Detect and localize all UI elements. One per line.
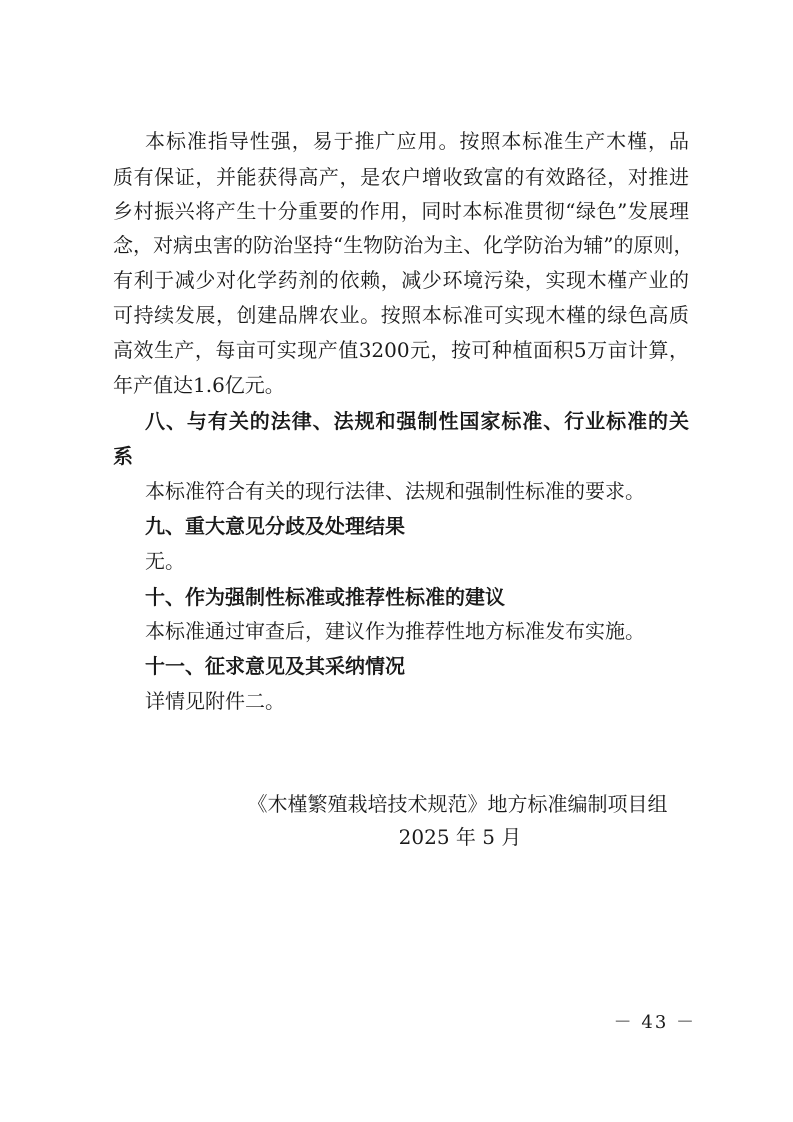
section-9-heading: 九、重大意见分歧及处理结果 (145, 514, 405, 538)
paragraph-1-line-1: 本标准指导性强，易于推广应用。按照本标准生产木槿，品 (145, 129, 689, 153)
signature-date: 2025 年 5 月 (398, 825, 522, 849)
paragraph-1-line-4: 念，对病虫害的防治坚持“生物防治为主、化学防治为辅”的原则， (113, 233, 694, 257)
paragraph-1-line-7: 高效生产，每亩可实现产值3200元，按可种植面积5万亩计算， (113, 338, 689, 362)
paragraph-1-line-2: 质有保证，并能获得高产，是农户增收致富的有效路径，对推进 (113, 165, 689, 189)
paragraph-1-line-8: 年产值达1.6亿元。 (113, 373, 285, 397)
page-number: － 43 － (613, 1012, 696, 1033)
section-8-text: 本标准符合有关的现行法律、法规和强制性标准的要求。 (145, 479, 645, 503)
section-11-text: 详情见附件二。 (145, 689, 285, 713)
paragraph-1-line-5: 有利于减少对化学药剂的依赖，减少环境污染，实现木槿产业的 (113, 268, 689, 292)
paragraph-1-line-6: 可持续发展，创建品牌农业。按照本标准可实现木槿的绿色高质 (113, 303, 689, 327)
section-10-text: 本标准通过审查后，建议作为推荐性地方标准发布实施。 (145, 619, 645, 643)
section-10-heading: 十、作为强制性标准或推荐性标准的建议 (145, 585, 505, 609)
section-11-heading: 十一、征求意见及其采纳情况 (145, 654, 405, 678)
section-9-text: 无。 (145, 549, 185, 573)
section-8-heading-line-1: 八、与有关的法律、法规和强制性国家标准、行业标准的关 (145, 409, 689, 433)
section-8-heading-line-2: 系 (113, 444, 133, 468)
paragraph-1-line-3: 乡村振兴将产生十分重要的作用，同时本标准贯彻“绿色”发展理 (113, 199, 689, 223)
signature-organization: 《木槿繁殖栽培技术规范》地方标准编制项目组 (247, 792, 668, 816)
